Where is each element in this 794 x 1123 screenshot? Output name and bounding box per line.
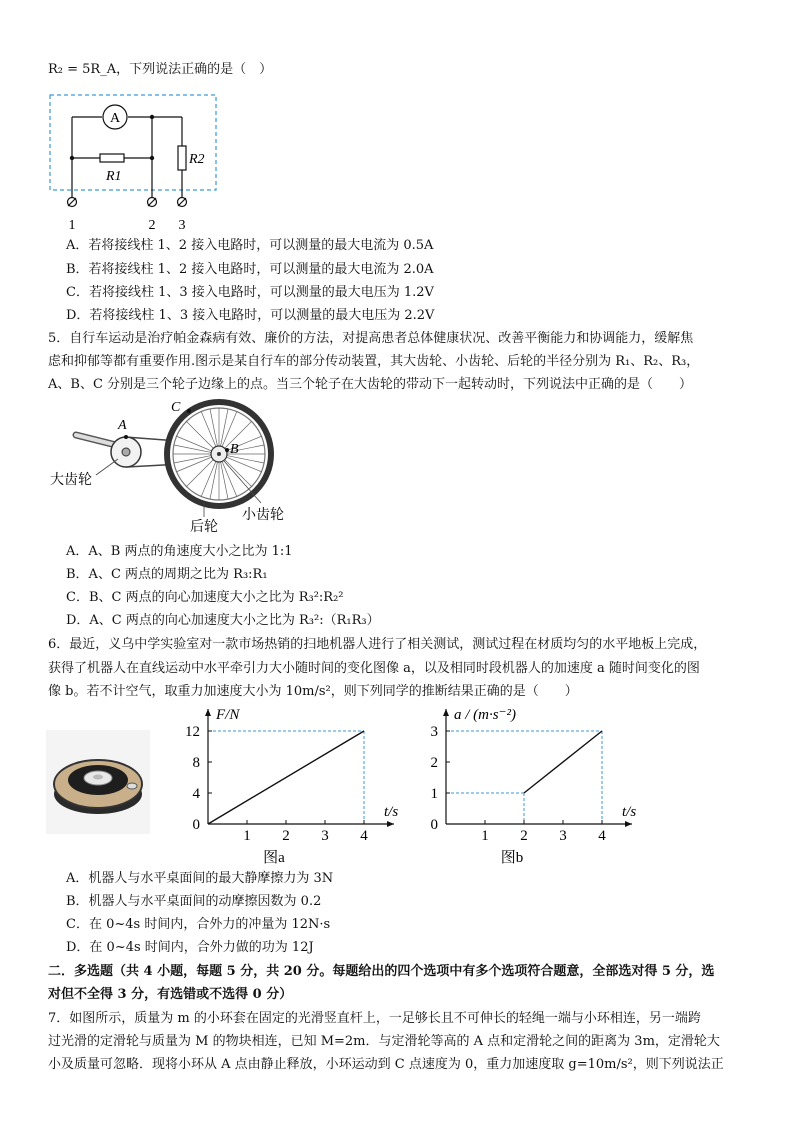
chart-b-x-tick-label-2: 2 [520, 828, 528, 844]
q6-stem-line-3: 像 b。若不计空气，取重力加速度大小为 10m/s²，则下列同学的推断结果正确的是（ ） [48, 684, 578, 699]
q5-option-c: C．B、C 两点的向心加速度大小之比为 R₃²:R₂² [66, 590, 344, 605]
section-2-heading-line-2: 对但不全得 3 分，有选错或不选得 0 分） [48, 987, 293, 1002]
terminal-2-label: 2 [148, 218, 156, 233]
chart-b-x-axis-label: t/s [622, 804, 637, 820]
q5-option-d: D．A、C 两点的向心加速度大小之比为 R₃²:（R₁R₃） [66, 613, 380, 628]
resistor-r1 [100, 154, 124, 162]
chart-a-y-axis-label: F/N [216, 707, 240, 723]
terminal-1-label: 1 [68, 218, 76, 233]
chart-b-y-tick-label-3: 3 [430, 724, 438, 740]
q4-option-a: A．若将接线柱 1、2 接入电路时，可以测量的最大电流为 0.5A [66, 238, 434, 253]
ammeter-label: A [109, 111, 121, 126]
chart-a-y-tick-label-0: 0 [192, 817, 200, 833]
rear-wheel-label: 后轮 [190, 520, 218, 535]
point-c-marker [187, 409, 191, 413]
chart-a-force-vs-time [170, 698, 410, 868]
terminal-3-label: 3 [178, 218, 186, 233]
q7-stem-line-1: 7．如图所示，质量为 m 的小环套在固定的光滑竖直杆上，一足够长且不可伸长的轻绳一端与小环相连，另一端跨 [48, 1011, 701, 1026]
chart-a-x-arrow [387, 821, 394, 827]
section-2-heading-line-1: 二．多选题（共 4 小题，每题 5 分，共 20 分。每题给出的四个选项中有多个选项符合题意，全部选对得 5 分，选 [48, 964, 715, 979]
r1-label: R1 [106, 169, 122, 184]
chart-b-series-line-0 [524, 731, 602, 793]
chart-b-x-tick-label-4: 4 [598, 828, 606, 844]
point-b-label: B [230, 442, 239, 457]
circuit-dashed-box [50, 95, 216, 190]
chart-b-y-arrow [443, 709, 449, 716]
rear-wheel [167, 402, 271, 506]
chart-a-x-axis-label: t/s [384, 804, 399, 820]
chart-a-y-tick-label-12: 12 [185, 724, 200, 740]
q6-option-d: D．在 0~4s 时间内，合外力做的功为 12J [66, 940, 314, 955]
terminal-3 [178, 198, 187, 207]
terminal-1 [68, 198, 77, 207]
chart-a-y-tick-label-8: 8 [192, 755, 200, 771]
point-c-label: C [171, 400, 181, 415]
chart-a-series-line-0 [208, 731, 364, 824]
chart-b-y-tick-label-2: 2 [430, 755, 438, 771]
q5-stem-line-1: 5．自行车运动是治疗帕金森病有效、廉价的方法，对提高患者总体健康状况、改善平衡能力和协调能力，缓解焦 [48, 331, 694, 346]
chart-b-x-tick-label-3: 3 [559, 828, 567, 844]
q7-stem-line-3: 小及质量可忽略．现将小环从 A 点由静止释放，小环运动到 C 点速度为 0，重力加速度取 g=10m/s²，则下列说法正 [48, 1057, 724, 1072]
q4-circuit-diagram [46, 90, 222, 236]
point-b-marker [225, 448, 229, 452]
q6-option-b: B．机器人与水平桌面间的动摩擦因数为 0.2 [66, 894, 322, 909]
chart-a-x-tick-label-1: 1 [243, 828, 251, 844]
chart-a-y-tick-label-4: 4 [192, 786, 200, 802]
chart-b-acceleration-vs-time [408, 698, 648, 868]
q5-option-a: A．A、B 两点的角速度大小之比为 1:1 [66, 544, 293, 559]
q6-option-c: C．在 0~4s 时间内，合外力的冲量为 12N·s [66, 917, 331, 932]
q5-stem-line-3: A、B、C 分别是三个轮子边缘上的点。当三个轮子在大齿轮的带动下一起转动时，下列说法中正确的是（ ） [48, 377, 693, 392]
chart-a-x-tick-label-4: 4 [360, 828, 368, 844]
r2-label: R2 [189, 152, 205, 167]
q5-stem-line-2: 虑和抑郁等都有重要作用.图示是某自行车的部分传动装置，其大齿轮、小齿轮、后轮的半径分别为 R₁、R₂、R₃， [48, 354, 700, 369]
big-gear-label: 大齿轮 [50, 473, 92, 488]
q4-option-d: D．若将接线柱 1、3 接入电路时，可以测量的最大电压为 2.2V [66, 308, 435, 323]
chart-b-x-arrow [625, 821, 632, 827]
chart-a-x-tick-label-2: 2 [282, 828, 290, 844]
chart-a-title: 图a [263, 850, 285, 866]
point-a-label: A [118, 418, 127, 433]
chart-b-x-tick-label-1: 1 [481, 828, 489, 844]
q4-option-c: C．若将接线柱 1、3 接入电路时，可以测量的最大电压为 1.2V [66, 285, 434, 300]
q6-option-a: A．机器人与水平桌面间的最大静摩擦力为 3N [66, 871, 334, 886]
chart-b-y-axis-label: a / (m·s⁻²) [454, 707, 516, 723]
terminal-2 [148, 198, 157, 207]
chart-b-title: 图b [500, 850, 524, 866]
small-gear-label: 小齿轮 [242, 508, 284, 523]
q4-stem-tail: R₂ = 5R_A，下列说法正确的是（ ） [48, 62, 273, 77]
chart-a-x-tick-label-3: 3 [321, 828, 329, 844]
resistor-r2 [178, 146, 186, 170]
q7-stem-line-2: 过光滑的定滑轮与质量为 M 的物块相连，已知 M=2m．与定滑轮等高的 A 点和定滑轮之间的距离为 3m，定滑轮大 [48, 1034, 720, 1049]
q6-stem-line-2: 获得了机器人在直线运动中水平牵引力大小随时间的变化图像 a，以及相同时段机器人的加速度 a 随时间变化的图 [48, 661, 700, 676]
chart-b-y-tick-label-0: 0 [430, 817, 438, 833]
q4-option-b: B．若将接线柱 1、2 接入电路时，可以测量的最大电流为 2.0A [66, 262, 434, 277]
chart-a-y-arrow [205, 709, 211, 716]
robot-vacuum-photo [46, 730, 150, 834]
point-a-marker [124, 435, 128, 439]
chart-b-y-tick-label-1: 1 [430, 786, 438, 802]
q6-stem-line-1: 6．最近，义乌中学实验室对一款市场热销的扫地机器人进行了相关测试，测试过程在材质均匀的水平地板上完成， [48, 637, 707, 652]
q5-bicycle-transmission-figure [46, 397, 296, 537]
q5-option-b: B．A、C 两点的周期之比为 R₃:R₁ [66, 567, 268, 582]
